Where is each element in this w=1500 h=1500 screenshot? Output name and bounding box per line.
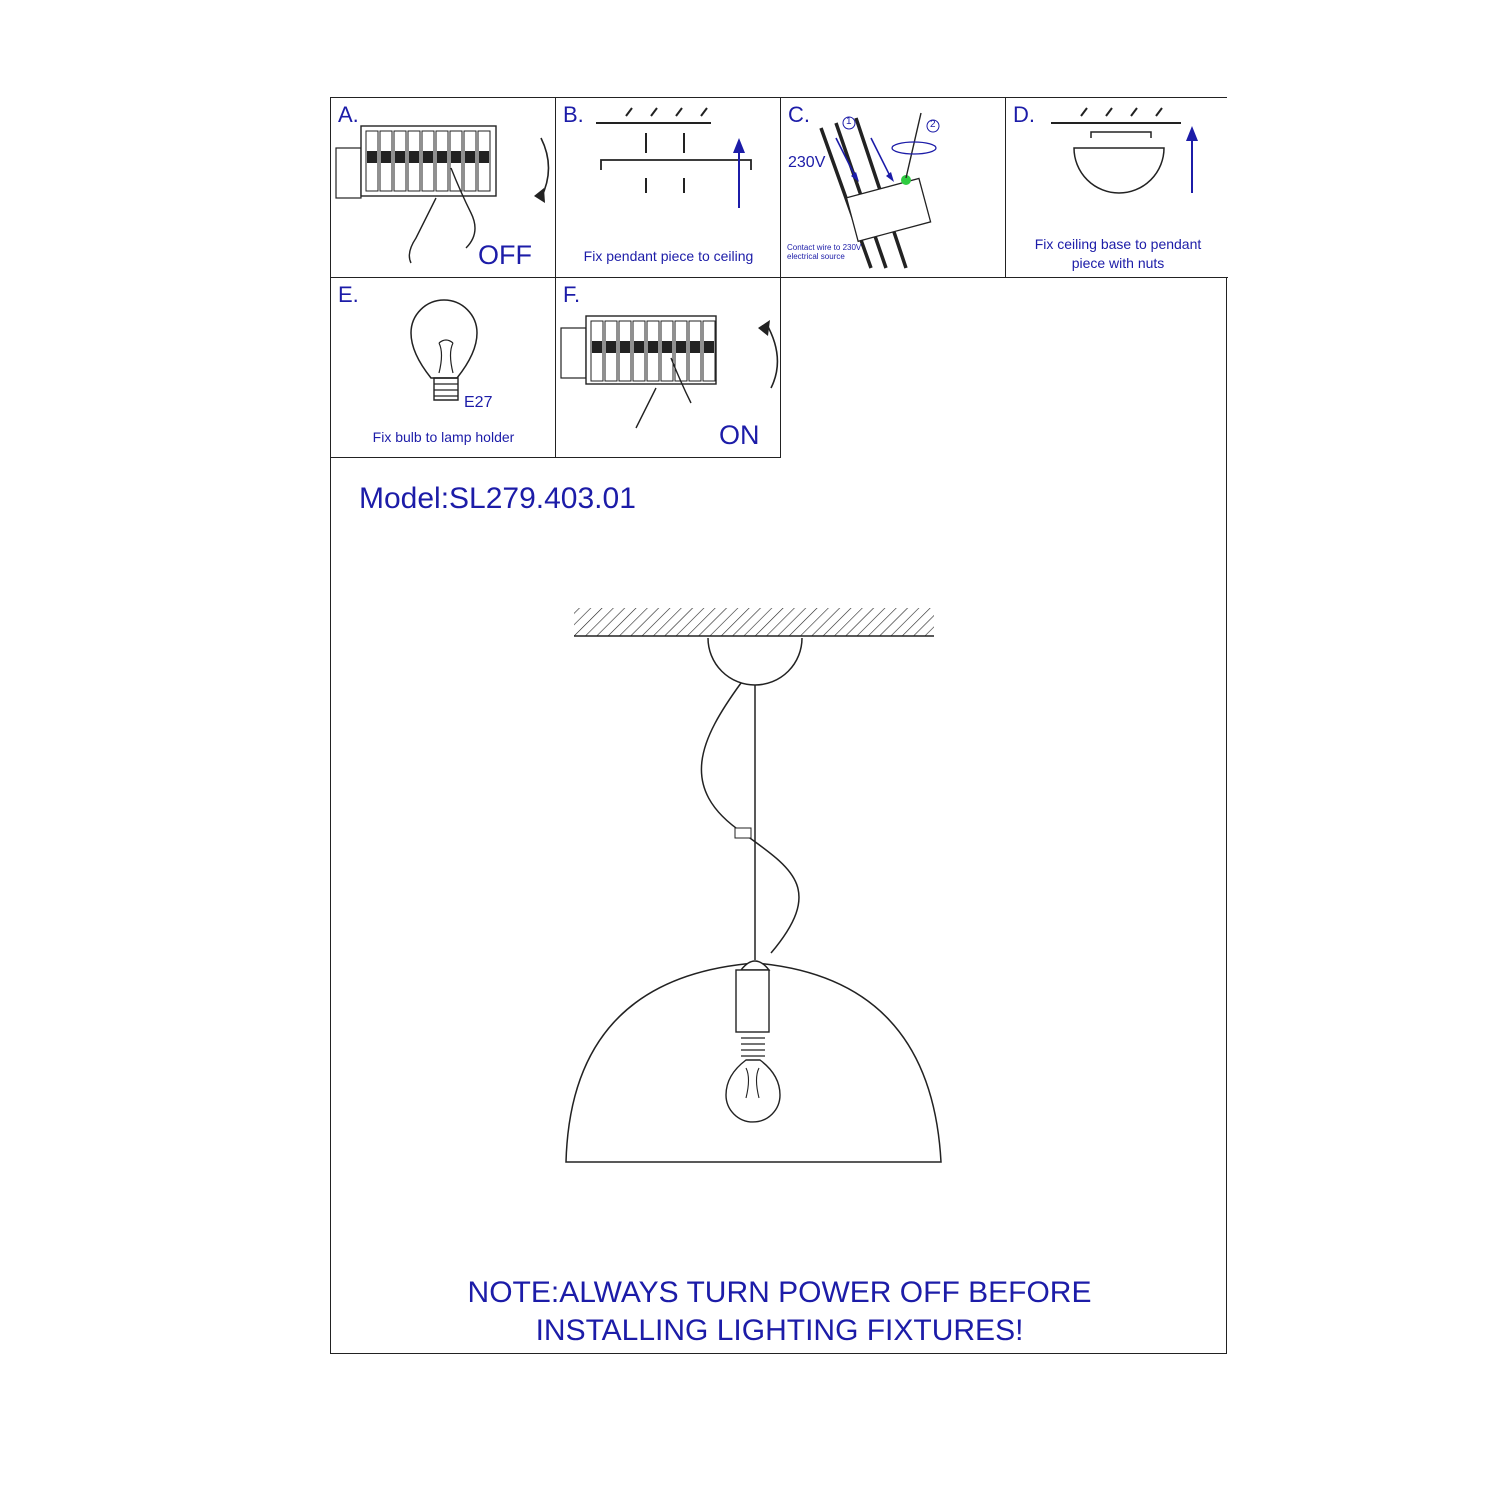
step-d-caption: Fix ceiling base to pendant piece with nuts: [1034, 236, 1202, 271]
step-f-panel: [556, 278, 781, 458]
step-b-label: B.: [563, 102, 584, 127]
voltage-label: 230V: [788, 154, 826, 171]
step-a-label: A.: [338, 102, 359, 127]
step-e-caption: Fix bulb to lamp holder: [372, 429, 515, 445]
step-d-panel: [1006, 98, 1228, 278]
step-b-caption: Fix pendant piece to ceiling: [583, 248, 754, 264]
step-d-label: D.: [1013, 102, 1035, 127]
step-a-panel: [331, 98, 556, 278]
off-caption: OFF: [478, 240, 532, 270]
circled-one: 1: [846, 116, 852, 127]
step-e-label: E.: [338, 282, 359, 307]
circled-two: 2: [930, 119, 936, 130]
bulb-type-label: E27: [464, 394, 493, 411]
step-c-caption: Contact wire to 230V electrical source: [787, 243, 862, 261]
on-caption: ON: [719, 420, 760, 450]
step-e-panel: [331, 278, 556, 458]
step-c-label: C.: [788, 102, 810, 127]
step-f-label: F.: [563, 282, 581, 307]
step-b-panel: [556, 98, 781, 278]
model-number: Model:SL279.403.01: [359, 482, 636, 515]
note-line-1: NOTE:ALWAYS TURN POWER OFF BEFORE: [467, 1276, 1092, 1309]
step-c-panel: [781, 98, 1006, 278]
note-line-2: INSTALLING LIGHTING FIXTURES!: [535, 1314, 1024, 1347]
instruction-sheet: [330, 97, 1227, 1354]
